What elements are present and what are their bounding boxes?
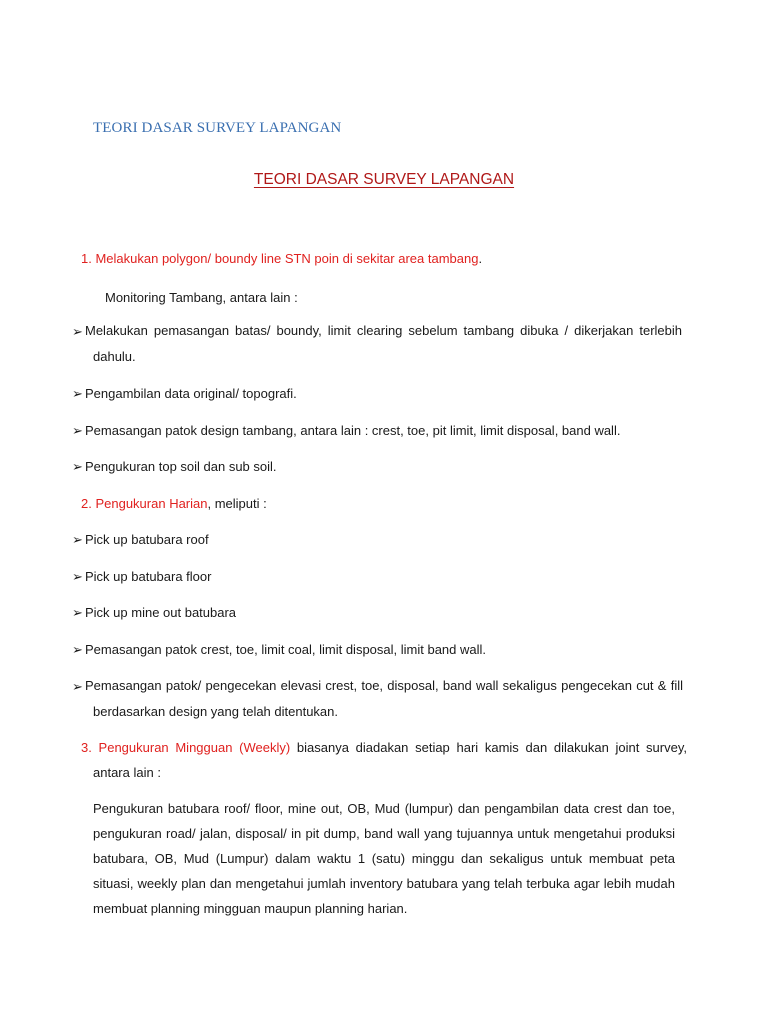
section-3-suffix: biasanya diadakan setiap hari kamis dan dilakukan joint survey, antara lain : (93, 740, 687, 780)
main-title-text: TEORI DASAR SURVEY LAPANGAN (253, 171, 515, 188)
arrow-bullet-icon: ➢ (72, 605, 83, 620)
bullet-text: Pick up mine out batubara (85, 605, 237, 620)
section-1-title-end: . (478, 251, 483, 266)
document-heading: TEORI DASAR SURVEY LAPANGAN (93, 120, 342, 136)
arrow-bullet-icon: ➢ (72, 459, 83, 474)
bullet-text: Pick up batubara floor (85, 569, 212, 584)
section-3-number: 3. (81, 740, 92, 755)
bullet-text: Pemasangan patok crest, toe, limit coal, limit disposal, limit band wall. (85, 642, 487, 657)
section-2-title: Pengukuran Harian (95, 496, 208, 511)
bullet-text: Pengukuran top soil dan sub soil. (85, 459, 277, 474)
section-3-title: Pengukuran Mingguan (Weekly) (98, 740, 291, 755)
arrow-bullet-icon: ➢ (72, 324, 83, 339)
section-1-title: Melakukan polygon/ boundy line STN poin di sekitar area tambang (95, 251, 479, 266)
section-2-heading (81, 495, 267, 512)
arrow-bullet-icon: ➢ (72, 642, 83, 657)
section-1-intro: Monitoring Tambang, antara lain : (105, 290, 298, 305)
section-3-paragraph: Pengukuran batubara roof/ floor, mine out, OB, Mud (lumpur) dan pengambilan data crest dan toe, pengukuran road/ jalan, disposal/ in pit dump, band wall yang tujuannya untuk mengetahui produksi batubara, OB, Mud (Lumpur) dalam waktu 1 (satu) minggu dan sekaligus untuk membuat peta situasi, weekly plan dan mengetahui jumlah inventory batubara yang telah terbuka agar lebih mudah membuat planning mingguan maupun planning harian. (93, 801, 675, 916)
section-2-suffix: , meliputi : (207, 496, 267, 511)
bullet-text: Pick up batubara roof (85, 532, 209, 547)
bullet-text: Pemasangan patok/ pengecekan elevasi crest, toe, disposal, band wall sekaligus pengecekan cut & fill berdasarkan design yang telah ditentukan. (85, 678, 683, 719)
arrow-bullet-icon: ➢ (72, 679, 83, 694)
main-title (0, 171, 768, 189)
arrow-bullet-icon: ➢ (72, 532, 83, 547)
bullet-text: Pengambilan data original/ topografi. (85, 386, 297, 401)
arrow-bullet-icon: ➢ (72, 386, 83, 401)
bullet-text: Pemasangan patok design tambang, antara lain : crest, toe, pit limit, limit disposal, band wall. (85, 423, 621, 438)
arrow-bullet-icon: ➢ (72, 423, 83, 438)
section-3-heading (81, 735, 687, 785)
bullet-text: Melakukan pemasangan batas/ boundy, limit clearing sebelum tambang dibuka / dikerjakan terlebih dahulu. (85, 323, 682, 364)
section-1-heading (81, 250, 482, 267)
section-2-number: 2. (81, 496, 92, 511)
section-1-number: 1. (81, 251, 92, 266)
arrow-bullet-icon: ➢ (72, 569, 83, 584)
